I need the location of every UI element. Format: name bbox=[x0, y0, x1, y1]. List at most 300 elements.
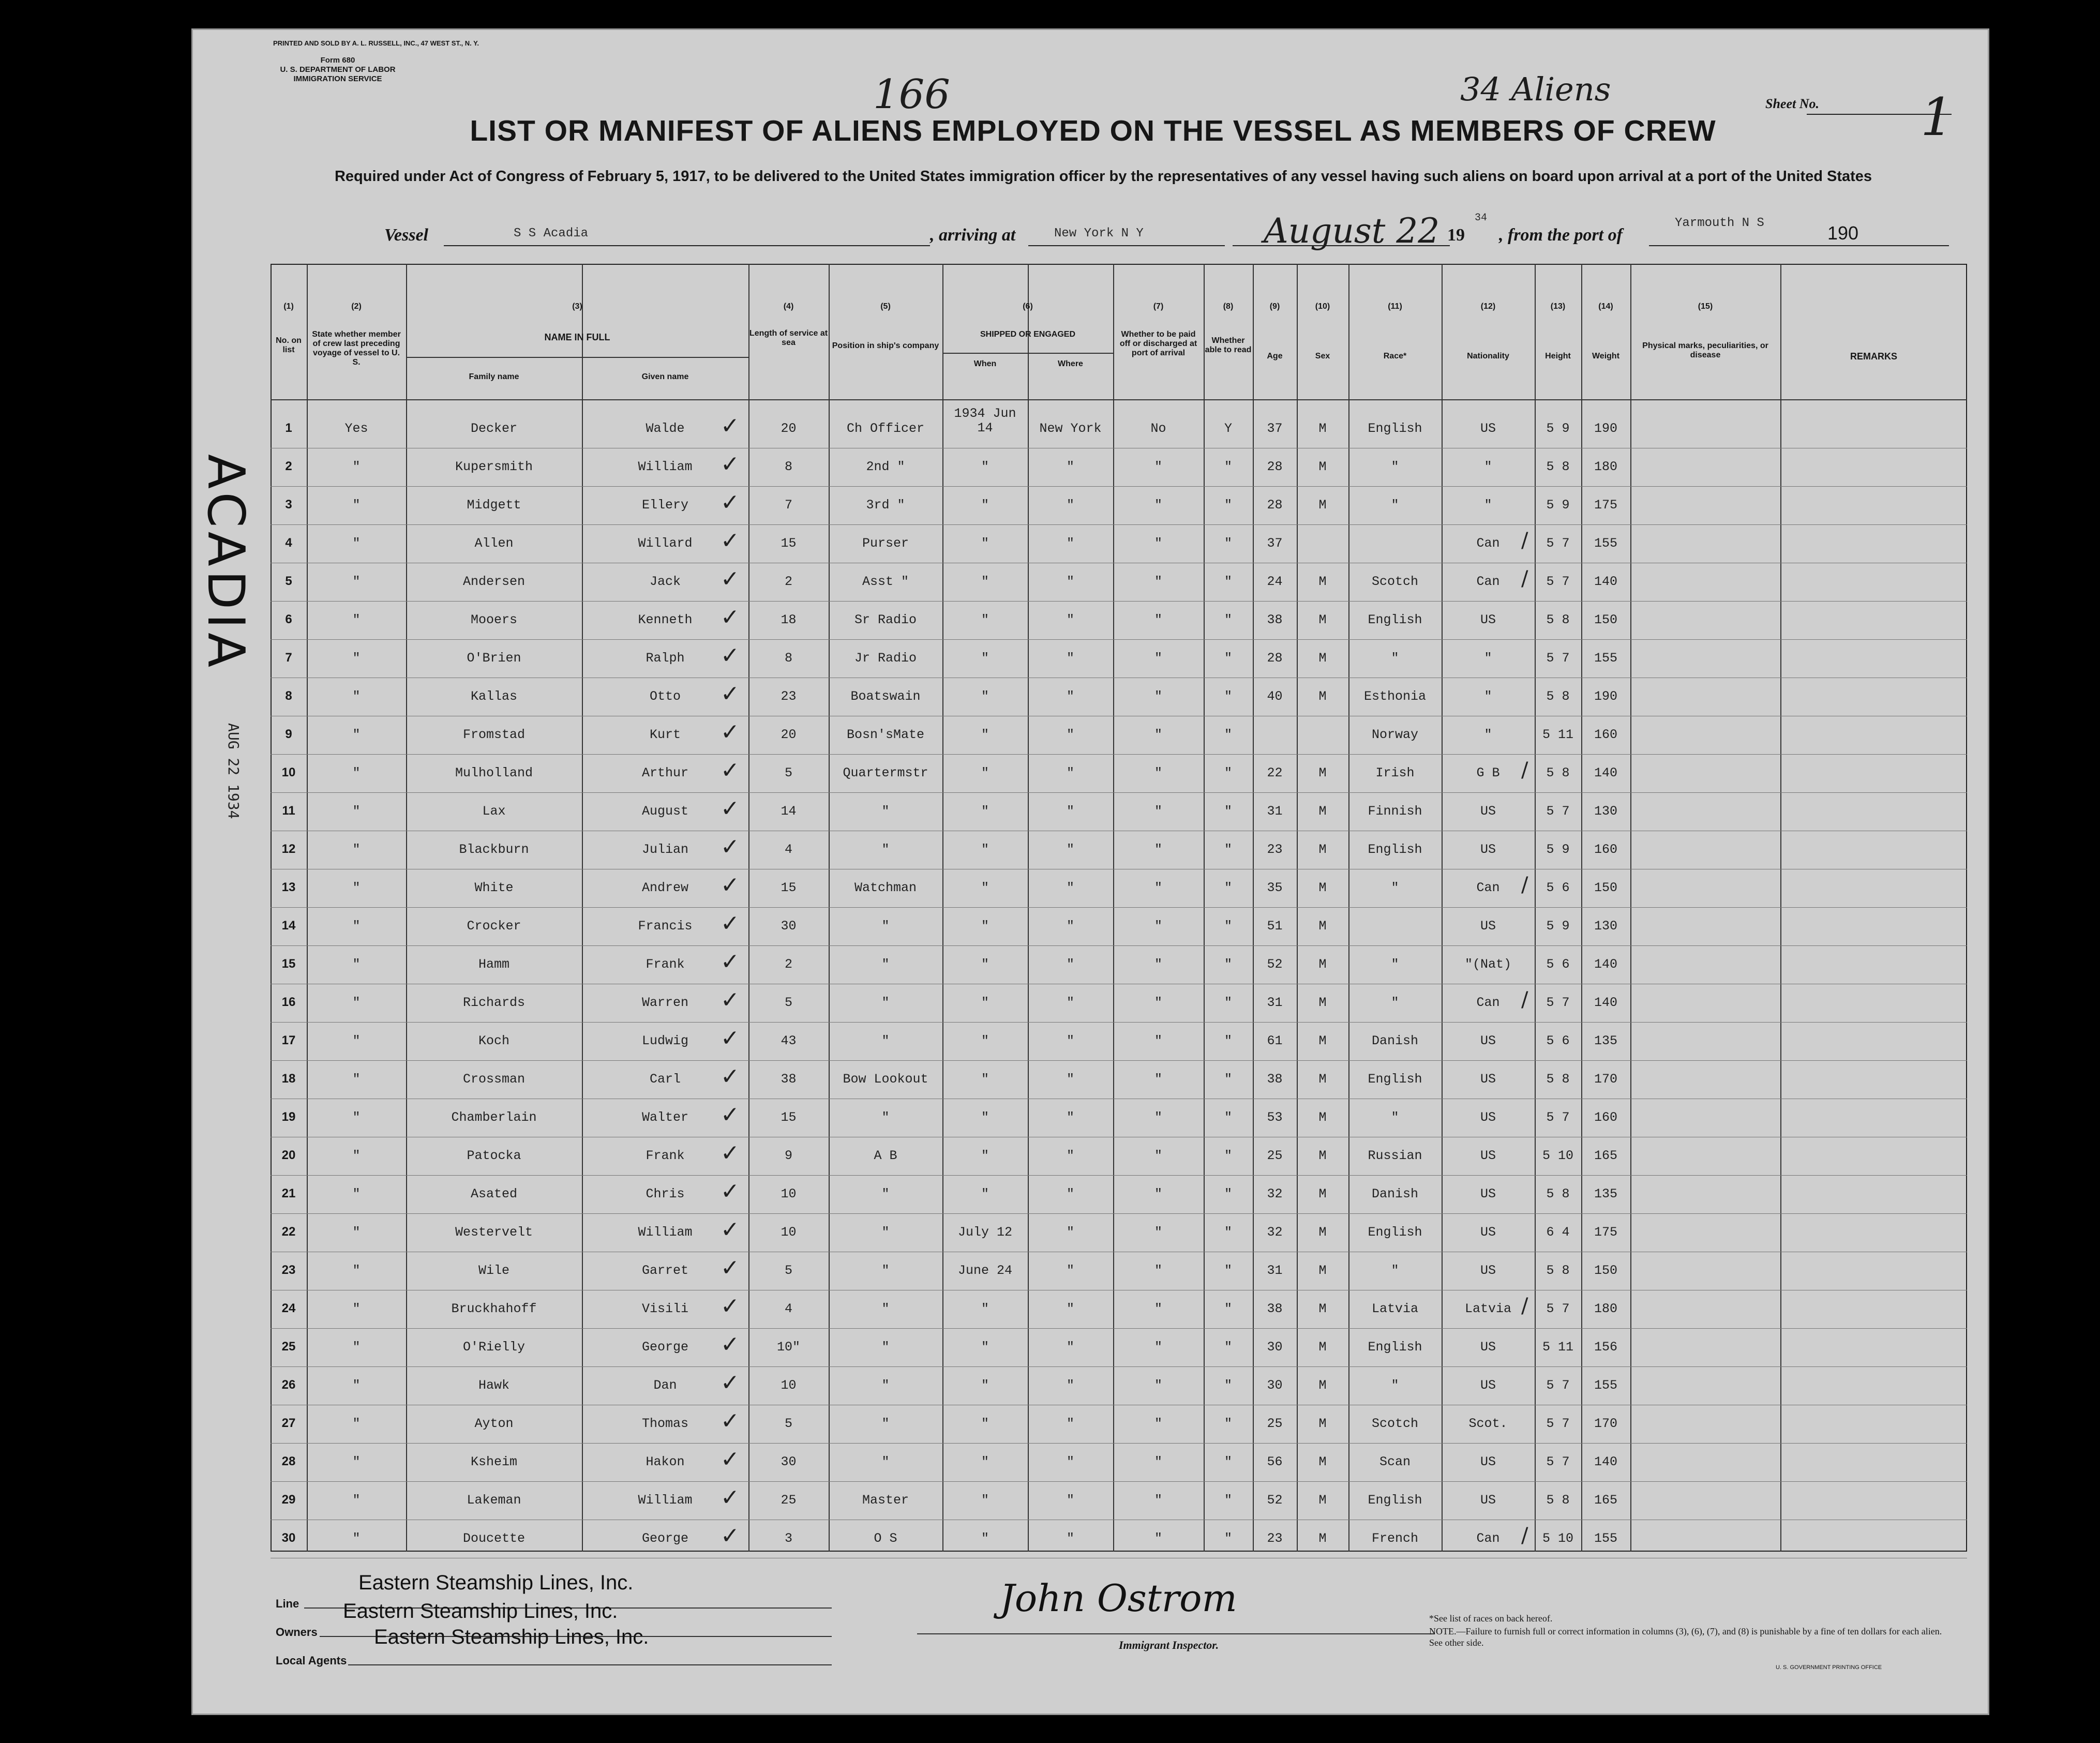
row-rule bbox=[271, 639, 1967, 640]
cell-nat: Can bbox=[1476, 880, 1500, 895]
cell-age: 31 bbox=[1267, 1263, 1283, 1278]
cell-paid: " bbox=[1154, 1416, 1162, 1431]
cell-where: " bbox=[1066, 1148, 1074, 1163]
cell-sex: M bbox=[1318, 1033, 1327, 1048]
department: U. S. DEPARTMENT OF LABOR bbox=[280, 65, 396, 74]
cell-family: Kupersmith bbox=[455, 459, 533, 474]
cell-length: 2 bbox=[784, 574, 792, 589]
margin-date-stamp: AUG 22 1934 bbox=[225, 723, 242, 819]
cell-sex: M bbox=[1318, 1072, 1327, 1087]
cell-paid: " bbox=[1154, 612, 1162, 627]
arrival-port: New York N Y bbox=[1054, 227, 1144, 241]
cell-state: " bbox=[352, 498, 361, 513]
cell-weight: 155 bbox=[1594, 1378, 1617, 1393]
cell-state: " bbox=[352, 612, 361, 627]
cell-height: 5 6 bbox=[1546, 880, 1570, 895]
cell-paid: " bbox=[1154, 804, 1162, 819]
cell-length: 4 bbox=[784, 842, 792, 857]
cell-read: " bbox=[1224, 1148, 1232, 1163]
cell-family: Decker bbox=[470, 421, 517, 436]
hdr-shipped: SHIPPED OR ENGAGED bbox=[980, 330, 1076, 339]
cell-race: English bbox=[1368, 1225, 1422, 1240]
owners-label: Owners bbox=[276, 1626, 318, 1639]
cell-age: 22 bbox=[1267, 765, 1283, 780]
cell-when: " bbox=[981, 498, 989, 513]
cell-where: " bbox=[1066, 1531, 1074, 1546]
check-mark-icon: ✓ bbox=[721, 1408, 740, 1434]
cell-race: Latvia bbox=[1371, 1301, 1418, 1316]
cell-state: " bbox=[352, 1493, 361, 1508]
cell-age: 52 bbox=[1267, 957, 1283, 972]
row-rule bbox=[271, 524, 1967, 525]
cell-family: Midgett bbox=[467, 498, 521, 513]
cell-when: " bbox=[981, 957, 989, 972]
cell-nat: US bbox=[1480, 1263, 1496, 1278]
cell-state: " bbox=[352, 536, 361, 551]
check-mark-icon: ✓ bbox=[721, 987, 740, 1013]
cell-height: 6 4 bbox=[1546, 1225, 1570, 1240]
cell-age: 37 bbox=[1267, 536, 1283, 551]
cell-where: " bbox=[1066, 1378, 1074, 1393]
cell-where: " bbox=[1066, 919, 1074, 934]
cell-read: " bbox=[1224, 1416, 1232, 1431]
cell-family: Hawk bbox=[478, 1378, 509, 1393]
sheet-number: 1 bbox=[1921, 87, 1954, 147]
page-title: LIST OR MANIFEST OF ALIENS EMPLOYED ON THE VESSEL AS MEMBERS OF CREW bbox=[470, 114, 1716, 147]
cell-paid: " bbox=[1154, 842, 1162, 857]
cell-when: July 12 bbox=[957, 1225, 1013, 1240]
cell-height: 5 11 bbox=[1542, 727, 1573, 742]
cell-race: " bbox=[1391, 1110, 1399, 1125]
cell-when: 1934 Jun 14 bbox=[954, 406, 1016, 435]
cell-age: 35 bbox=[1267, 880, 1283, 895]
cell-given: Hakon bbox=[646, 1454, 685, 1469]
cell-read: " bbox=[1224, 612, 1232, 627]
cell-weight: 160 bbox=[1594, 842, 1617, 857]
cell-given: August bbox=[641, 804, 688, 819]
cell-height: 5 7 bbox=[1546, 1454, 1570, 1469]
cell-sex: M bbox=[1318, 1378, 1327, 1393]
cell-read: " bbox=[1224, 880, 1232, 895]
cell-nat: US bbox=[1480, 1072, 1496, 1087]
row-rule bbox=[271, 1481, 1967, 1482]
cell-sex: M bbox=[1318, 612, 1327, 627]
column-rule bbox=[942, 264, 943, 1552]
cell-family: Lax bbox=[482, 804, 506, 819]
cell-length: 23 bbox=[781, 689, 797, 704]
cell-given: Kurt bbox=[649, 727, 681, 742]
cell-position: " bbox=[881, 1033, 890, 1048]
gpo-mark: U. S. GOVERNMENT PRINTING OFFICE bbox=[1776, 1664, 1882, 1671]
cell-position: " bbox=[881, 957, 890, 972]
cell-state: " bbox=[352, 1301, 361, 1316]
cell-when: " bbox=[981, 651, 989, 666]
cell-height: 5 8 bbox=[1546, 1072, 1570, 1087]
row-rule bbox=[271, 1213, 1967, 1214]
colnum-4: (4) bbox=[783, 302, 794, 311]
column-rule bbox=[406, 264, 407, 1552]
cell-nat: US bbox=[1480, 919, 1496, 934]
cell-when: " bbox=[981, 1110, 989, 1125]
cell-read: " bbox=[1224, 1110, 1232, 1125]
cell-state: " bbox=[352, 1263, 361, 1278]
cell-length: 2 bbox=[784, 957, 792, 972]
colnum-9: (9) bbox=[1269, 302, 1280, 311]
cell-position: 2nd " bbox=[866, 459, 905, 474]
cell-position: " bbox=[881, 1263, 890, 1278]
cell-family: Westervelt bbox=[455, 1225, 533, 1240]
cell-nat: US bbox=[1480, 1033, 1496, 1048]
hdr-length-service: Length of service at sea bbox=[749, 329, 828, 347]
check-mark-icon: ✓ bbox=[721, 910, 740, 937]
form-block bbox=[276, 56, 400, 84]
cell-length: 5 bbox=[784, 995, 792, 1010]
colnum-8: (8) bbox=[1223, 302, 1234, 311]
handwritten-aliens-count: 34 Aliens bbox=[1460, 70, 1611, 108]
cell-where: " bbox=[1066, 574, 1074, 589]
cell-age: 31 bbox=[1267, 804, 1283, 819]
cell-family: Kallas bbox=[470, 689, 517, 704]
cell-family: Crocker bbox=[467, 919, 521, 934]
cell-race: English bbox=[1368, 842, 1422, 857]
cell-state: " bbox=[352, 995, 361, 1010]
cell-given: Ralph bbox=[646, 651, 685, 666]
manifest-page bbox=[191, 28, 1989, 1715]
cell-where: " bbox=[1066, 1033, 1074, 1048]
cell-nat: US bbox=[1480, 1186, 1496, 1201]
cell-sex: M bbox=[1318, 421, 1327, 436]
cell-given: Ellery bbox=[641, 498, 688, 513]
cell-nat: " bbox=[1484, 498, 1492, 513]
cell-position: 3rd " bbox=[866, 498, 905, 513]
row-rule bbox=[271, 1175, 1967, 1176]
column-rule bbox=[1113, 264, 1114, 1552]
cell-family: Koch bbox=[478, 1033, 509, 1048]
line-stamp: Eastern Steamship Lines, Inc. bbox=[358, 1571, 634, 1594]
cell-given: Willard bbox=[638, 536, 693, 551]
cell-when: " bbox=[981, 1072, 989, 1087]
cell-given: Frank bbox=[646, 957, 685, 972]
cell-age: 38 bbox=[1267, 1072, 1283, 1087]
cell-nat: G B bbox=[1476, 765, 1500, 780]
cell-race: French bbox=[1371, 1531, 1418, 1546]
cell-when: " bbox=[981, 1186, 989, 1201]
cell-read: " bbox=[1224, 1301, 1232, 1316]
cell-state: " bbox=[352, 1340, 361, 1355]
cell-given: Francis bbox=[638, 919, 693, 934]
cell-length: 8 bbox=[784, 459, 792, 474]
cell-read: " bbox=[1224, 1225, 1232, 1240]
cell-where: " bbox=[1066, 498, 1074, 513]
row-number: 29 bbox=[281, 1493, 296, 1507]
year-print: 190 bbox=[1827, 222, 1859, 244]
cell-length: 30 bbox=[781, 1454, 797, 1469]
cell-family: Ayton bbox=[474, 1416, 514, 1431]
cell-paid: " bbox=[1154, 1263, 1162, 1278]
cell-where: " bbox=[1066, 765, 1074, 780]
cell-given: Dan bbox=[653, 1378, 677, 1393]
cell-race: English bbox=[1368, 1340, 1422, 1355]
cell-read: " bbox=[1224, 1340, 1232, 1355]
cell-given: Arthur bbox=[641, 765, 688, 780]
cell-nat: US bbox=[1480, 421, 1496, 436]
colnum-12: (12) bbox=[1480, 302, 1496, 311]
cell-paid: " bbox=[1154, 919, 1162, 934]
check-mark-icon: ✓ bbox=[721, 1523, 740, 1549]
check-mark-icon: ✓ bbox=[721, 1293, 740, 1319]
cell-read: " bbox=[1224, 957, 1232, 972]
hdr-weight: Weight bbox=[1592, 352, 1620, 360]
hdr-name-in-full: NAME IN FULL bbox=[544, 332, 610, 342]
footnote-races: *See list of races on back hereof. bbox=[1429, 1613, 1553, 1624]
cell-read: " bbox=[1224, 1072, 1232, 1087]
agents-stamp: Eastern Steamship Lines, Inc. bbox=[374, 1626, 649, 1648]
cell-nat: Latvia bbox=[1464, 1301, 1511, 1316]
cell-given: Warren bbox=[641, 995, 688, 1010]
cell-family: Patocka bbox=[467, 1148, 521, 1163]
column-rule bbox=[1630, 264, 1631, 1552]
cell-weight: 135 bbox=[1594, 1186, 1617, 1201]
year-suffix: 34 bbox=[1475, 212, 1488, 224]
cell-length: 15 bbox=[781, 1110, 797, 1125]
cell-length: 5 bbox=[784, 1263, 792, 1278]
cell-weight: 180 bbox=[1594, 1301, 1617, 1316]
cell-position: " bbox=[881, 1340, 890, 1355]
row-rule bbox=[271, 792, 1967, 793]
cell-given: George bbox=[641, 1531, 688, 1546]
check-mark-icon: ✓ bbox=[721, 1178, 740, 1205]
row-number: 28 bbox=[281, 1454, 296, 1468]
row-number: 9 bbox=[285, 727, 292, 741]
cell-when: " bbox=[981, 1378, 989, 1393]
cell-when: " bbox=[981, 727, 989, 742]
check-mark-icon: ✓ bbox=[721, 719, 740, 745]
hdr-where: Where bbox=[1058, 359, 1083, 368]
check-mark-icon: ✓ bbox=[721, 1370, 740, 1396]
tick-slash-icon: / bbox=[1521, 529, 1528, 552]
cell-height: 5 7 bbox=[1546, 1301, 1570, 1316]
cell-paid: " bbox=[1154, 498, 1162, 513]
tick-slash-icon: / bbox=[1521, 758, 1528, 782]
cell-given: Garret bbox=[641, 1263, 688, 1278]
cell-when: " bbox=[981, 1301, 989, 1316]
cell-family: Ksheim bbox=[470, 1454, 517, 1469]
cell-nat: Scot. bbox=[1468, 1416, 1508, 1431]
cell-sex: M bbox=[1318, 498, 1327, 513]
cell-read: " bbox=[1224, 1531, 1232, 1546]
cell-nat: US bbox=[1480, 804, 1496, 819]
colnum-14: (14) bbox=[1598, 302, 1613, 311]
row-number: 25 bbox=[281, 1340, 296, 1354]
tick-slash-icon: / bbox=[1521, 567, 1528, 591]
cell-position: " bbox=[881, 1378, 890, 1393]
cell-read: " bbox=[1224, 919, 1232, 934]
cell-state: " bbox=[352, 1072, 361, 1087]
cell-given: William bbox=[638, 1493, 693, 1508]
cell-age: 28 bbox=[1267, 651, 1283, 666]
cell-length: 3 bbox=[784, 1531, 792, 1546]
hdr-physical: Physical marks, peculiarities, or disease bbox=[1642, 341, 1768, 359]
cell-read: " bbox=[1224, 1033, 1232, 1048]
arriving-label: , arriving at bbox=[930, 226, 1016, 245]
cell-when: " bbox=[981, 574, 989, 589]
cell-nat: "(Nat) bbox=[1464, 957, 1511, 972]
cell-sex: M bbox=[1318, 1531, 1327, 1546]
cell-age: 53 bbox=[1267, 1110, 1283, 1125]
cell-paid: " bbox=[1154, 1033, 1162, 1048]
cell-position: " bbox=[881, 1186, 890, 1201]
cell-weight: 160 bbox=[1594, 727, 1617, 742]
cell-paid: " bbox=[1154, 1340, 1162, 1355]
cell-age: 61 bbox=[1267, 1033, 1283, 1048]
cell-state: Yes bbox=[344, 421, 368, 436]
cell-when: " bbox=[981, 1033, 989, 1048]
hdr-paid-off: Whether to be paid off or discharged at port of arrival bbox=[1119, 330, 1197, 357]
cell-nat: US bbox=[1480, 1110, 1496, 1125]
cell-race: " bbox=[1391, 498, 1399, 513]
agents-label: Local Agents bbox=[276, 1654, 347, 1667]
cell-height: 5 9 bbox=[1546, 421, 1570, 436]
cell-when: " bbox=[981, 689, 989, 704]
cell-race: Irish bbox=[1375, 765, 1415, 780]
cell-weight: 150 bbox=[1594, 612, 1617, 627]
cell-sex: M bbox=[1318, 1301, 1327, 1316]
cell-sex: M bbox=[1318, 995, 1327, 1010]
cell-sex: M bbox=[1318, 1493, 1327, 1508]
cell-state: " bbox=[352, 919, 361, 934]
cell-age: 56 bbox=[1267, 1454, 1283, 1469]
tick-slash-icon: / bbox=[1521, 873, 1528, 897]
cell-position: " bbox=[881, 1110, 890, 1125]
hdr-state-member: State whether member of crew last preceding voyage of vessel to U. S. bbox=[312, 330, 401, 367]
cell-read: " bbox=[1224, 651, 1232, 666]
check-mark-icon: ✓ bbox=[721, 757, 740, 784]
hdr-sex: Sex bbox=[1315, 352, 1330, 360]
cell-sex: M bbox=[1318, 651, 1327, 666]
cell-race: " bbox=[1391, 1378, 1399, 1393]
cell-sex: M bbox=[1318, 1186, 1327, 1201]
cell-read: " bbox=[1224, 804, 1232, 819]
cell-weight: 130 bbox=[1594, 804, 1617, 819]
cell-length: 43 bbox=[781, 1033, 797, 1048]
cell-position: Bosn'sMate bbox=[846, 727, 925, 742]
cell-nat: US bbox=[1480, 1340, 1496, 1355]
cell-age: 32 bbox=[1267, 1225, 1283, 1240]
cell-race: Danish bbox=[1371, 1033, 1418, 1048]
cell-where: " bbox=[1066, 651, 1074, 666]
sheet-label: Sheet No. bbox=[1765, 96, 1819, 111]
row-number: 17 bbox=[281, 1033, 296, 1047]
cell-height: 5 7 bbox=[1546, 804, 1570, 819]
inspector-label: Immigrant Inspector. bbox=[1119, 1639, 1219, 1651]
column-rule bbox=[1581, 264, 1582, 1552]
cell-read: " bbox=[1224, 574, 1232, 589]
cell-state: " bbox=[352, 1531, 361, 1546]
row-number: 21 bbox=[281, 1186, 296, 1200]
cell-family: Mulholland bbox=[455, 765, 533, 780]
column-rule bbox=[582, 264, 583, 1552]
cell-paid: No bbox=[1150, 421, 1166, 436]
row-number: 5 bbox=[285, 574, 292, 588]
cell-position: " bbox=[881, 1454, 890, 1469]
cell-nat: US bbox=[1480, 842, 1496, 857]
cell-state: " bbox=[352, 1186, 361, 1201]
cell-weight: 160 bbox=[1594, 1110, 1617, 1125]
check-mark-icon: ✓ bbox=[721, 413, 740, 439]
cell-family: Lakeman bbox=[467, 1493, 521, 1508]
colnum-15: (15) bbox=[1698, 302, 1713, 311]
cell-length: 9 bbox=[784, 1148, 792, 1163]
cell-age: 30 bbox=[1267, 1378, 1283, 1393]
row-number: 30 bbox=[281, 1531, 296, 1545]
cell-age: 51 bbox=[1267, 919, 1283, 934]
cell-where: " bbox=[1066, 1416, 1074, 1431]
cell-weight: 170 bbox=[1594, 1416, 1617, 1431]
cell-position: " bbox=[881, 1225, 890, 1240]
cell-age: 40 bbox=[1267, 689, 1283, 704]
row-number: 14 bbox=[281, 919, 296, 933]
cell-when: " bbox=[981, 880, 989, 895]
cell-age: 24 bbox=[1267, 574, 1283, 589]
cell-age: 25 bbox=[1267, 1416, 1283, 1431]
cell-given: Julian bbox=[641, 842, 688, 857]
cell-weight: 165 bbox=[1594, 1493, 1617, 1508]
cell-race: " bbox=[1391, 957, 1399, 972]
cell-where: " bbox=[1066, 842, 1074, 857]
check-mark-icon: ✓ bbox=[721, 1484, 740, 1511]
cell-height: 5 8 bbox=[1546, 1493, 1570, 1508]
cell-length: 15 bbox=[781, 880, 797, 895]
cell-sex: M bbox=[1318, 689, 1327, 704]
cell-when: " bbox=[981, 842, 989, 857]
cell-read: " bbox=[1224, 995, 1232, 1010]
header-subrule bbox=[406, 357, 748, 358]
inspector-signature: John Ostrom bbox=[1000, 1576, 1237, 1620]
cell-when: " bbox=[981, 1148, 989, 1163]
colnum-5: (5) bbox=[880, 302, 891, 311]
row-number: 6 bbox=[285, 612, 292, 626]
cell-position: Bow Lookout bbox=[843, 1072, 928, 1087]
cell-height: 5 8 bbox=[1546, 1186, 1570, 1201]
cell-where: " bbox=[1066, 1454, 1074, 1469]
column-rule bbox=[1348, 264, 1349, 1552]
margin-vessel-stamp: ACADIA bbox=[196, 454, 255, 672]
cell-when: " bbox=[981, 919, 989, 934]
row-rule bbox=[271, 754, 1967, 755]
row-number: 16 bbox=[281, 995, 296, 1009]
column-rule bbox=[1780, 264, 1781, 1552]
cell-state: " bbox=[352, 1454, 361, 1469]
cell-weight: 165 bbox=[1594, 1148, 1617, 1163]
form-number: Form 680 bbox=[320, 56, 355, 65]
cell-read: Y bbox=[1224, 421, 1232, 436]
hdr-when: When bbox=[973, 359, 997, 368]
cell-race: Scotch bbox=[1371, 1416, 1418, 1431]
cell-weight: 140 bbox=[1594, 574, 1617, 589]
cell-position: Watchman bbox=[854, 880, 917, 895]
cell-nat: Can bbox=[1476, 536, 1500, 551]
cell-height: 5 9 bbox=[1546, 842, 1570, 857]
cell-paid: " bbox=[1154, 765, 1162, 780]
cell-sex: M bbox=[1318, 880, 1327, 895]
cell-given: William bbox=[638, 1225, 693, 1240]
cell-where: " bbox=[1066, 727, 1074, 742]
vessel-name: S S Acadia bbox=[514, 227, 589, 241]
cell-state: " bbox=[352, 1033, 361, 1048]
cell-family: Doucette bbox=[462, 1531, 526, 1546]
cell-height: 5 7 bbox=[1546, 574, 1570, 589]
cell-sex: M bbox=[1318, 459, 1327, 474]
